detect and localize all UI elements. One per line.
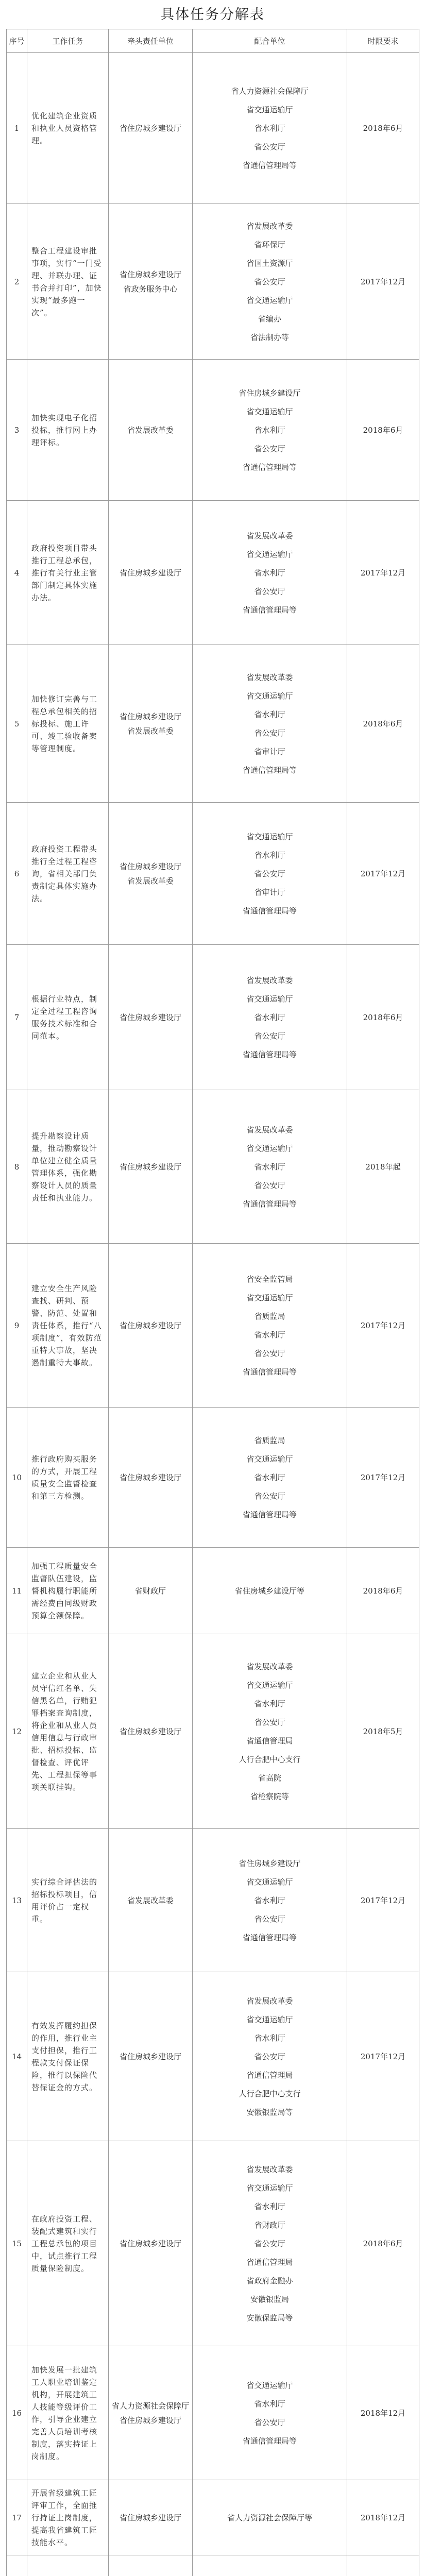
co-unit-list [193, 2509, 347, 2527]
task-table [6, 29, 419, 2576]
header-lead: 牵头责任单位 [109, 29, 193, 53]
cell-co [193, 1090, 347, 1244]
co-unit: 省人力资源社会保障厅等 [227, 2513, 312, 2522]
co-unit: 省交通运输厅 [246, 549, 293, 559]
co-unit: 省交通运输厅 [246, 1293, 293, 1302]
lead-unit: 省住房城乡建设厅 [119, 123, 181, 133]
header-no: 序号 [7, 29, 27, 53]
co-unit: 省检察院等 [250, 1791, 289, 1801]
co-unit: 省公安厅 [254, 1031, 285, 1041]
table-row [7, 1090, 419, 1244]
cell-lead [109, 1090, 193, 1244]
co-unit-list [193, 827, 347, 920]
co-unit-list [193, 1854, 347, 1947]
cell-lead [109, 204, 193, 360]
cell-task: 加快实现电子化招投标，推行网上办理评标。 [27, 360, 109, 501]
cell-co [193, 1972, 347, 2141]
lead-unit-list [111, 1160, 190, 1174]
co-unit: 省公安厅 [254, 142, 285, 151]
co-unit: 省公安厅 [254, 1491, 285, 1501]
co-unit: 省水利厅 [254, 1012, 285, 1022]
co-unit: 省法制办等 [250, 332, 289, 342]
cell-no: 11 [7, 1548, 27, 1634]
cell-no: 10 [7, 1408, 27, 1548]
cell-time: 2018年12月 [347, 2480, 419, 2555]
co-unit-list [193, 2376, 347, 2450]
cell-lead [109, 2555, 193, 2576]
co-unit: 省安全监管局 [246, 1274, 293, 1284]
lead-unit: 省住房城乡建设厅 [119, 269, 181, 279]
lead-unit-list [111, 267, 190, 296]
table-row [7, 501, 419, 645]
co-unit: 省审计厅 [254, 887, 285, 897]
cell-co [193, 2346, 347, 2480]
co-unit-list [193, 1582, 347, 1600]
cell-time: 2018年6月 [347, 53, 419, 204]
cell-lead [109, 2141, 193, 2346]
co-unit: 省公安厅 [254, 1180, 285, 1190]
table-row [7, 1829, 419, 1972]
co-unit: 省国土资源厅 [246, 258, 293, 268]
cell-task: 实行综合评估法的招标投标项目，信用评价占一定权重。 [27, 1829, 109, 1972]
lead-unit: 省住房城乡建设厅 [119, 2239, 181, 2248]
co-unit-list [193, 1431, 347, 1524]
cell-co [193, 645, 347, 803]
cell-time: 2017年12月 [347, 204, 419, 360]
lead-unit-list [111, 2511, 190, 2525]
co-unit: 省交通运输厅 [246, 691, 293, 701]
lead-unit: 省发展改革委 [127, 1895, 174, 1905]
table-row [7, 1972, 419, 2141]
co-unit: 省交通运输厅 [246, 1454, 293, 1464]
co-unit: 省通信管理局等 [242, 160, 297, 170]
co-unit: 省公安厅 [254, 869, 285, 878]
co-unit-list [193, 1992, 347, 2122]
co-unit: 省发展改革委 [246, 672, 293, 682]
cell-lead [109, 1829, 193, 1972]
lead-unit-list [111, 1470, 190, 1485]
cell-time: 2017年12月 [347, 1829, 419, 1972]
table-row [7, 53, 419, 204]
co-unit: 省住房城乡建设厅 [239, 1858, 301, 1868]
cell-task: 推行政府购买服务的方式，开展工程质量安全监督检查和第三方检测。 [27, 1408, 109, 1548]
lead-unit: 省住房城乡建设厅 [119, 1726, 181, 1736]
lead-unit-list [111, 1584, 190, 1598]
cell-time: 2018年6月 [347, 1548, 419, 1634]
co-unit: 省公安厅 [254, 1348, 285, 1358]
cell-co [193, 1548, 347, 1634]
cell-co [193, 1829, 347, 1972]
cell-task: 政府投资项目带头推行工程总承包，推行有关行业主管部门制定具体实施办法。 [27, 501, 109, 645]
lead-unit: 省住房城乡建设厅 [119, 1472, 181, 1482]
table-row [7, 1548, 419, 1634]
lead-unit-list [111, 709, 190, 738]
cell-time: 2018年6月 [347, 360, 419, 501]
co-unit: 省交通运输厅 [246, 2380, 293, 2390]
cell-co [193, 2480, 347, 2555]
cell-task [27, 2555, 109, 2576]
co-unit-list [193, 971, 347, 1064]
co-unit: 省水利厅 [254, 425, 285, 435]
header-task: 工作任务 [27, 29, 109, 53]
cell-co [193, 1634, 347, 1829]
co-unit: 省公安厅 [254, 2239, 285, 2248]
co-unit-list [193, 2160, 347, 2327]
co-unit: 安徽保监局等 [246, 2313, 293, 2323]
co-unit: 省公安厅 [254, 728, 285, 738]
co-unit: 省公安厅 [254, 1717, 285, 1727]
lead-unit-list [111, 2049, 190, 2064]
co-unit: 省水利厅 [254, 709, 285, 719]
cell-task: 根据行业特点，制定全过程工程咨询服务技术标准和合同范本。 [27, 945, 109, 1090]
cell-task: 整合工程建设审批事项，实行“一门受理、并联办理、证书合并打印”，加快实现“最多跑一次”。 [27, 204, 109, 360]
co-unit: 省审计厅 [254, 747, 285, 756]
lead-unit: 省住房城乡建设厅 [119, 1012, 181, 1022]
table-row [7, 2555, 419, 2576]
co-unit: 省财政厅 [254, 2220, 285, 2230]
cell-lead [109, 803, 193, 945]
cell-no: 2 [7, 204, 27, 360]
cell-co [193, 204, 347, 360]
header-time: 时限要求 [347, 29, 419, 53]
co-unit: 省政府金融办 [246, 2276, 293, 2285]
cell-no: 8 [7, 1090, 27, 1244]
cell-lead [109, 1634, 193, 1829]
co-unit: 省交通运输厅 [246, 2183, 293, 2193]
cell-co [193, 1244, 347, 1408]
co-unit-list [193, 384, 347, 477]
co-unit: 省交通运输厅 [246, 1877, 293, 1887]
lead-unit: 省发展改革委 [127, 726, 174, 736]
table-row [7, 803, 419, 945]
table-row [7, 2141, 419, 2346]
cell-task: 开展省级建筑工匠评审工作，全面推行持证上岗制度，提高我省建筑工匠技能水平。 [27, 2480, 109, 2555]
cell-task: 加快修订完善与工程总承包相关的招标投标、施工许可、竣工验收备案等管理制度。 [27, 645, 109, 803]
lead-unit: 省住房城乡建设厅 [119, 861, 181, 871]
co-unit: 省交通运输厅 [246, 832, 293, 841]
lead-unit: 省住房城乡建设厅 [119, 2513, 181, 2522]
cell-co [193, 53, 347, 204]
table-row [7, 204, 419, 360]
co-unit: 省通信管理局 [246, 2257, 293, 2267]
cell-time: 2018年6月 [347, 2141, 419, 2346]
cell-lead [109, 1548, 193, 1634]
header-co: 配合单位 [193, 29, 347, 53]
table-row [7, 2480, 419, 2555]
lead-unit-list [111, 859, 190, 888]
co-unit: 省水利厅 [254, 2033, 285, 2043]
co-unit-list [193, 1657, 347, 1806]
co-unit: 省公安厅 [254, 1914, 285, 1924]
co-unit: 省交通运输厅 [246, 295, 293, 305]
co-unit: 省通信管理局等 [242, 765, 297, 775]
cell-no: 4 [7, 501, 27, 645]
lead-unit-list [111, 2236, 190, 2251]
co-unit: 省通信管理局等 [242, 2436, 297, 2446]
co-unit-list [193, 1121, 347, 1213]
cell-co [193, 803, 347, 945]
cell-task: 有效发挥履约担保的作用，推行业主支付担保，推行工程款支付保证保险，推行以保险代替保证金的方式。 [27, 1972, 109, 2141]
lead-unit-list [111, 1010, 190, 1025]
cell-lead [109, 53, 193, 204]
co-unit: 省高院 [258, 1773, 281, 1783]
lead-unit: 省人力资源社会保障厅 [111, 2401, 189, 2411]
cell-no: 5 [7, 645, 27, 803]
cell-time: 2018年6月 [347, 945, 419, 1090]
table-body [7, 53, 419, 2576]
co-unit-list [193, 527, 347, 619]
co-unit: 省交通运输厅 [246, 994, 293, 1004]
co-unit: 省交通运输厅 [246, 406, 293, 416]
lead-unit-list [111, 2399, 190, 2428]
table-row [7, 2346, 419, 2480]
table-row [7, 360, 419, 501]
table-row [7, 945, 419, 1090]
cell-lead [109, 360, 193, 501]
lead-unit: 省住房城乡建设厅 [119, 711, 181, 721]
cell-no: 7 [7, 945, 27, 1090]
cell-time: 2018年12月 [347, 2346, 419, 2480]
cell-no: 14 [7, 1972, 27, 2141]
co-unit: 省通信管理局等 [242, 906, 297, 916]
cell-lead [109, 1408, 193, 1548]
cell-lead [109, 2480, 193, 2555]
cell-time: 2018年起 [347, 1090, 419, 1244]
cell-co [193, 360, 347, 501]
co-unit: 省公安厅 [254, 586, 285, 596]
lead-unit: 省住房城乡建设厅 [119, 1320, 181, 1330]
co-unit: 省通信管理局等 [242, 1199, 297, 1209]
cell-time: 2018年6月 [347, 645, 419, 803]
co-unit: 省公安厅 [254, 444, 285, 453]
co-unit: 省质监局 [254, 1311, 285, 1321]
lead-unit-list [111, 121, 190, 135]
co-unit: 省交通运输厅 [246, 2014, 293, 2024]
lead-unit: 省住房城乡建设厅 [119, 1162, 181, 1172]
co-unit-list [193, 668, 347, 779]
co-unit-list [193, 1270, 347, 1381]
cell-time: 2017年12月 [347, 1408, 419, 1548]
co-unit: 省水利厅 [254, 1162, 285, 1172]
cell-no: 13 [7, 1829, 27, 1972]
co-unit: 省水利厅 [254, 568, 285, 578]
co-unit: 省通信管理局等 [242, 605, 297, 615]
co-unit: 省交通运输厅 [246, 1680, 293, 1690]
cell-lead [109, 945, 193, 1090]
co-unit: 省交通运输厅 [246, 1143, 293, 1153]
cell-no: 6 [7, 803, 27, 945]
co-unit: 省环保厅 [254, 240, 285, 249]
co-unit: 省编办 [258, 314, 281, 324]
table-row [7, 1634, 419, 1829]
co-unit: 省公安厅 [254, 2417, 285, 2427]
co-unit: 省发展改革委 [246, 2164, 293, 2174]
lead-unit-list [111, 1318, 190, 1333]
co-unit: 省通信管理局 [246, 2070, 293, 2080]
cell-no: 17 [7, 2480, 27, 2555]
co-unit: 省公安厅 [254, 2052, 285, 2061]
table-row [7, 1408, 419, 1548]
cell-task: 提升勘察设计质量，推动勘察设计单位建立健全质量管理体系，强化勘察设计人员的质量责任和执业能力。 [27, 1090, 109, 1244]
cell-co [193, 945, 347, 1090]
cell-time: 2017年12月 [347, 1244, 419, 1408]
lead-unit: 省发展改革委 [127, 425, 174, 435]
lead-unit: 省住房城乡建设厅 [119, 568, 181, 578]
co-unit: 省公安厅 [254, 277, 285, 286]
co-unit: 省发展改革委 [246, 531, 293, 540]
co-unit: 安徽银监局 [250, 2294, 289, 2304]
cell-co [193, 2141, 347, 2346]
cell-time: 2017年12月 [347, 501, 419, 645]
co-unit: 省发展改革委 [246, 221, 293, 231]
co-unit: 省住房城乡建设厅等 [234, 1586, 304, 1596]
cell-time [347, 2555, 419, 2576]
co-unit-list [193, 217, 347, 347]
co-unit: 省水利厅 [254, 1330, 285, 1340]
cell-time: 2017年12月 [347, 1972, 419, 2141]
co-unit-list [193, 82, 347, 175]
co-unit: 省通信管理局等 [242, 462, 297, 472]
lead-unit: 省住房城乡建设厅 [119, 2052, 181, 2061]
cell-lead [109, 1972, 193, 2141]
lead-unit: 省财政厅 [134, 1586, 166, 1596]
page-title: 具体任务分解表 [160, 7, 265, 23]
co-unit: 省水利厅 [254, 123, 285, 133]
co-unit: 省通信管理局等 [242, 1933, 297, 1942]
cell-no: 1 [7, 53, 27, 204]
co-unit: 省交通运输厅 [246, 105, 293, 114]
table-row [7, 645, 419, 803]
table-row [7, 1244, 419, 1408]
co-unit: 省水利厅 [254, 2399, 285, 2409]
co-unit: 省发展改革委 [246, 975, 293, 985]
lead-unit: 省政务服务中心 [123, 284, 178, 294]
co-unit: 省住房城乡建设厅 [239, 388, 301, 398]
cell-no: 16 [7, 2346, 27, 2480]
cell-task: 加强工程质量安全监督队伍建设，监督机构履行职能所需经费由同级财政预算全额保障。 [27, 1548, 109, 1634]
cell-no [7, 2555, 27, 2576]
cell-no: 15 [7, 2141, 27, 2346]
co-unit: 省水利厅 [254, 1699, 285, 1708]
co-unit: 安徽银监局等 [246, 2107, 293, 2117]
lead-unit: 省发展改革委 [127, 876, 174, 886]
co-unit: 人行合肥中心支行 [239, 1754, 301, 1764]
co-unit: 省通信管理局等 [242, 1367, 297, 1377]
cell-task: 政府投资工程带头推行全过程工程咨询，省相关部门负责制定具体实施办法。 [27, 803, 109, 945]
cell-co [193, 1408, 347, 1548]
co-unit: 省通信管理局 [246, 1736, 293, 1745]
co-unit: 人行合肥中心支行 [239, 2089, 301, 2098]
lead-unit-list [111, 566, 190, 580]
cell-time: 2018年5月 [347, 1634, 419, 1829]
cell-task: 建立企业和从业人员守信红名单、失信黑名单，行贿犯罪档案查询制度，将企业和从业人员信用信息与行政审批、招标投标、监督检查、评优评先、工程担保等事项关联挂钩。 [27, 1634, 109, 1829]
lead-unit-list [111, 423, 190, 437]
co-unit: 省发展改革委 [246, 1125, 293, 1134]
cell-task: 在政府投资工程、装配式建筑和实行工程总承包的项目中，试点推行工程质量保险制度。 [27, 2141, 109, 2346]
lead-unit-list [111, 1724, 190, 1739]
co-unit: 省水利厅 [254, 1895, 285, 1905]
co-unit: 省发展改革委 [246, 1662, 293, 1671]
table-header-row [7, 29, 419, 53]
lead-unit-list [111, 1893, 190, 1908]
co-unit: 省水利厅 [254, 850, 285, 860]
cell-lead [109, 645, 193, 803]
co-unit: 省人力资源社会保障厅 [231, 86, 309, 96]
co-unit: 省发展改革委 [246, 1996, 293, 2006]
co-unit: 省质监局 [254, 1435, 285, 1445]
lead-unit: 省住房城乡建设厅 [119, 2415, 181, 2425]
co-unit: 省水利厅 [254, 1472, 285, 1482]
co-unit: 省通信管理局等 [242, 1049, 297, 1059]
cell-task: 建立安全生产风险查找、研判、预警、防范、处置和责任体系，推行“八项制度”，有效防范重特大事故，坚决遏制重特大事故。 [27, 1244, 109, 1408]
cell-co [193, 2555, 347, 2576]
cell-no: 9 [7, 1244, 27, 1408]
cell-no: 12 [7, 1634, 27, 1829]
cell-lead [109, 501, 193, 645]
cell-lead [109, 2346, 193, 2480]
cell-lead [109, 1244, 193, 1408]
cell-no: 3 [7, 360, 27, 501]
cell-co [193, 501, 347, 645]
cell-time: 2017年12月 [347, 803, 419, 945]
cell-task: 优化建筑企业资质和执业人员资格管理。 [27, 53, 109, 204]
co-unit: 省水利厅 [254, 2201, 285, 2211]
cell-task: 加快发展一批建筑工人职业培训鉴定机构，开展建筑工人技能等级评价工作，引导企业建立完善人员培训考核制度，落实持证上岗制度。 [27, 2346, 109, 2480]
co-unit: 省通信管理局等 [242, 1510, 297, 1519]
